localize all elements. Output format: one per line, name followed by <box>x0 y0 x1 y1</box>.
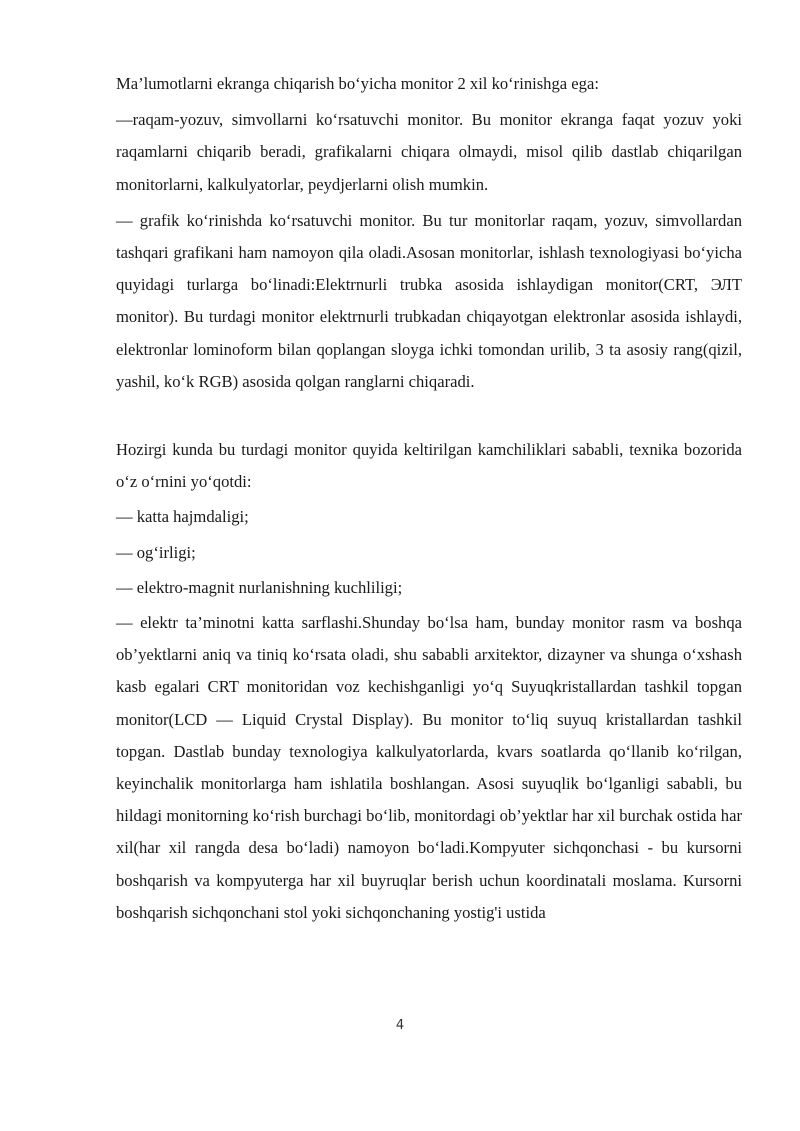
paragraph-intro: Ma’lumotlarni ekranga chiqarish bo‘yicha monitor 2 xil ko‘rinishga ega: <box>116 74 599 93</box>
page-number: 4 <box>395 1018 405 1033</box>
document-page <box>116 68 742 929</box>
paragraph-text-monitor: —raqam-yozuv, simvollarni ko‘rsatuvchi monitor. Bu monitor ekranga faqat yozuv yoki raqamlarni chiqarib beradi, grafikalarni chiqara olmaydi, misol qilib dastlab chiqarilgan monitorlarni, kalkulyatorlar, peydjerlarni olish mumkin. <box>116 110 742 194</box>
list-item-size: — katta hajmdaligi; <box>116 507 249 527</box>
list-item-radiation: — elektro-magnit nurlanishning kuchliligi; <box>116 577 403 597</box>
list-item-weight: — og‘irligi; <box>116 542 196 562</box>
paragraph-graphic-monitor: — grafik ko‘rinishda ko‘rsatuvchi monitor. Bu tur monitorlar raqam, yozuv, simvollardan tashqari grafikani ham namoyon qila oladi.Asosan monitorlar, ishlash texnologiyasi bo‘yicha quyidagi turlarga bo‘linadi:Elektrnurli trubka asosida ishlaydigan monitor(CRT, ЭЛТ monitor). Bu turdagi monitor elektrnurli trubkadan chiqayotgan elektronlar asosida ishlaydi, elektronlar lominoform bilan qoplangan sloyga ichki tomondan urilib, 3 ta asosiy rang(qizil, yashil, ko‘k RGB) asosida qolgan ranglarni chiqaradi. <box>116 210 742 391</box>
paragraph-crt-drawbacks: Hozirgi kunda bu turdagi monitor quyida keltirilgan kamchiliklari sababli, texnika bozorida o‘z o‘rnini yo‘qotdi: <box>116 440 742 492</box>
paragraph-lcd-and-mouse: — elektr ta’minotni katta sarflashi.Shunday bo‘lsa ham, bunday monitor rasm va boshqa ob’yektlarni aniq va tiniq ko‘rsata oladi, shu sababli arxitektor, dizayner va shunga o‘xshash kasb egalari CRT monitoridan voz kechishganligi yo‘q Suyuqkristallardan tashkil topgan monitor(LCD — Liquid Crystal Display). Bu monitor to‘liq suyuq kristallardan tashkil topgan. Dastlab bunday texnologiya kalkulyatorlarda, kvars soatlarda qo‘llanib ko‘rilgan, keyinchalik monitorlarga ham ishlatila boshlangan. Asosi suyuqlik bo‘lganligi sababli, bu hildagi monitorning ko‘rish burchagi bo‘lib, monitordagi ob’yektlar har xil burchak ostida har xil(har xil rangda desa bo‘ladi) namoyon bo‘ladi.Kompyuter sichqonchasi - bu kursorni boshqarish va kompyuterga har xil buyruqlar berish uchun koordinatali moslama. Kursorni boshqarish sichqonchani stol yoki sichqonchaning yostig'i ustida <box>116 613 742 922</box>
